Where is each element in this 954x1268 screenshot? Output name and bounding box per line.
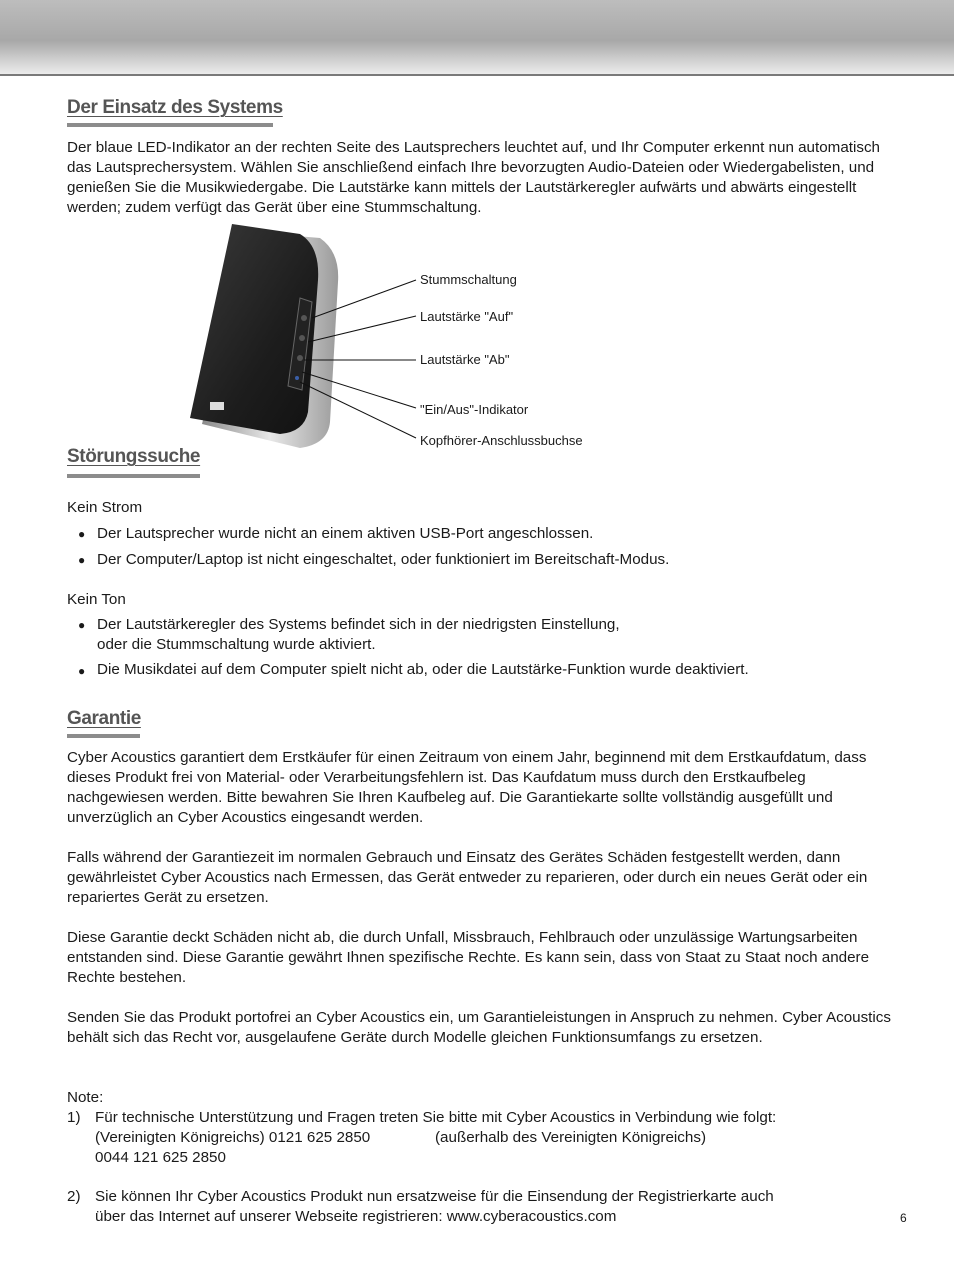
list-item: Der Lautstärkeregler des Systems befindet sich in der niedrigsten Einstellung, bbox=[97, 616, 620, 633]
page-number: 6 bbox=[900, 1211, 907, 1225]
phone-outside-uk-label: (außerhalb des Vereinigten Königreichs) bbox=[435, 1129, 707, 1146]
group-no-sound: Kein Ton bbox=[67, 591, 126, 608]
label-power-indicator: "Ein/Aus"-Indikator bbox=[420, 402, 529, 417]
label-mute: Stummschaltung bbox=[420, 272, 517, 287]
section-rule bbox=[67, 474, 200, 478]
speaker-diagram bbox=[180, 222, 420, 454]
label-volume-up: Lautstärke "Auf" bbox=[420, 309, 514, 324]
note-number: 2) bbox=[67, 1188, 81, 1205]
usage-paragraph: Der blaue LED-Indikator an der rechten Seite des Lautsprechers leuchtet auf, und Ihr Computer erkennt nun automatisch das Lautsprechersystem. Wählen Sie anschließend einfach Ihre bevorzugten Audio-Dateien oder Wiedergabelisten, und genießen Sie die Musikwiedergabe. Die Lautstärke kann mittels der Lautstärkeregler aufwärts und abwärts eingestellt werden; zudem verfügt das Gerät über eine Stummschaltung. bbox=[67, 139, 880, 216]
phone-uk: (Vereinigten Königreichs) 0121 625 2850 bbox=[95, 1129, 371, 1146]
note-label: Note: bbox=[67, 1089, 104, 1106]
bullet-icon: ● bbox=[78, 553, 86, 567]
warranty-paragraph-4: Senden Sie das Produkt portofrei an Cyber Acoustics ein, um Garantieleistungen in Anspruch zu nehmen. Cyber Acoustics behält sich das Recht vor, ausgelaufene Geräte durch Modelle gleichen Funktionsumfangs zu ersetzen. bbox=[67, 1009, 891, 1046]
section-rule bbox=[67, 734, 140, 738]
note-2-line: über das Internet auf unserer Webseite registrieren: www.cyberacoustics.com bbox=[95, 1208, 617, 1225]
note-2-line: Sie können Ihr Cyber Acoustics Produkt nun ersatzweise für die Einsendung der Registrierkarte auch bbox=[95, 1188, 774, 1205]
section-rule bbox=[67, 123, 273, 127]
group-no-power: Kein Strom bbox=[67, 499, 143, 516]
note-1-line: Für technische Unterstützung und Fragen treten Sie bitte mit Cyber Acoustics in Verbindung wie folgt: bbox=[95, 1109, 777, 1126]
label-headphone-jack: Kopfhörer-Anschlussbuchse bbox=[420, 433, 583, 448]
section-title-warranty: Garantie bbox=[67, 708, 141, 729]
warranty-paragraph-3: Diese Garantie deckt Schäden nicht ab, die durch Unfall, Missbrauch, Fehlbrauch oder unzulässige Wartungsarbeiten entstanden sind. Diese Garantie gewährt Ihnen spezifische Rechte. Es kann sein, dass von Staat zu Staat noch andere Rechte bestehen. bbox=[67, 929, 870, 986]
list-item: Der Lautsprecher wurde nicht an einem aktiven USB-Port angeschlossen. bbox=[97, 525, 594, 542]
note-number: 1) bbox=[67, 1109, 81, 1126]
header-bar bbox=[0, 0, 954, 74]
bullet-icon: ● bbox=[78, 618, 86, 632]
bullet-icon: ● bbox=[78, 664, 86, 678]
bullet-icon: ● bbox=[78, 527, 86, 541]
warranty-paragraph-1: Cyber Acoustics garantiert dem Erstkäufer für einen Zeitraum von einem Jahr, beginnend mit dem Erstkaufdatum, dass dieses Produkt frei von Material- oder Verarbeitungsfehlern ist. Das Kaufdatum muss durch den Erstkaufbeleg nachgewiesen werden. Bitte bewahren Sie Ihren Kaufbeleg auf. Die Garantiekarte sollte vollständig ausgefüllt und unverzüglich an Cyber Acoustics eingesandt werden. bbox=[67, 749, 867, 826]
warranty-paragraph-2: Falls während der Garantiezeit im normalen Gebrauch und Einsatz des Gerätes Schäden festgestellt werden, dann gewährleistet Cyber Acoustics nach Ermessen, das Gerät entweder zu reparieren, oder durch ein neues Gerät oder ein repariertes Gerät zu ersetzen. bbox=[67, 849, 868, 906]
phone-international: 0044 121 625 2850 bbox=[95, 1149, 226, 1166]
list-item-continuation: oder die Stummschaltung wurde aktiviert. bbox=[97, 636, 376, 653]
list-item: Der Computer/Laptop ist nicht eingeschaltet, oder funktioniert im Bereitschaft-Modus. bbox=[97, 551, 670, 568]
label-volume-down: Lautstärke "Ab" bbox=[420, 352, 510, 367]
list-item: Die Musikdatei auf dem Computer spielt nicht ab, oder die Lautstärke-Funktion wurde deaktiviert. bbox=[97, 661, 749, 678]
section-title-troubleshooting: Störungssuche bbox=[67, 446, 201, 467]
header-divider bbox=[0, 74, 954, 76]
section-title-usage: Der Einsatz des Systems bbox=[67, 97, 283, 118]
